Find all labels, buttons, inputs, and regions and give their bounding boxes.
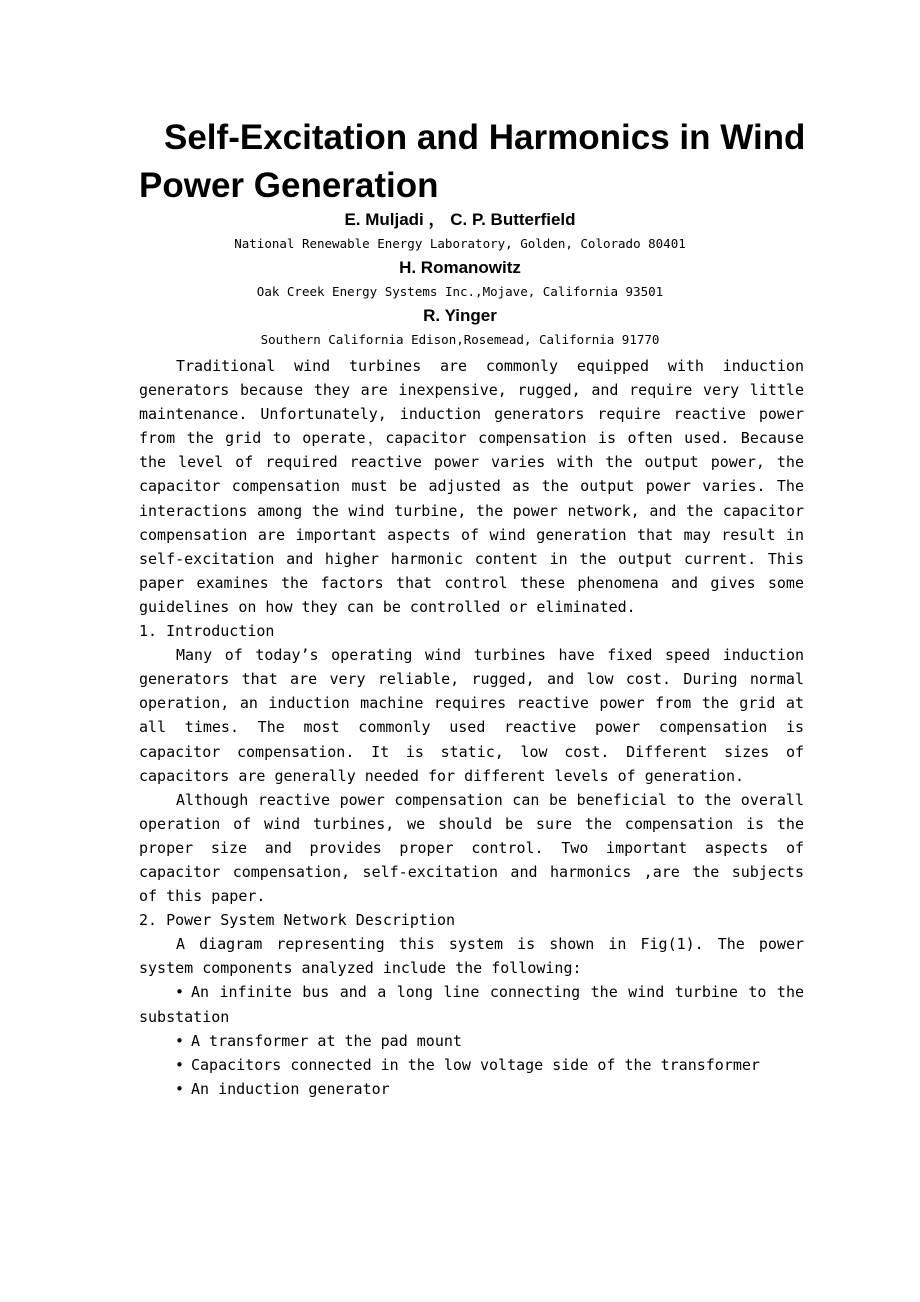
bullet-marker: • [175, 1079, 185, 1098]
paper-body [139, 354, 804, 1101]
author-names: R. Yinger [423, 306, 497, 325]
abstract-paragraph: Traditional wind turbines are commonly equipped with induction generators because they are inexpensive, rugged, and require very little maintenance. Unfortunately, induction generators require reactive power from the grid to operate，capacitor compensation is often used. Because the level of required reactive power varies with the output power, the capacitor compensation must be adjusted as the output power varies. The interactions among the wind turbine, the power network, and the capacitor compensation are important aspects of wind generation that may result in self-excitation and higher harmonic content in the output current. This paper examines the factors that control these phenomena and gives some guidelines on how they can be controlled or eliminated. [139, 357, 804, 616]
body-paragraph: A diagram representing this system is shown in Fig(1). The power system components analyzed include the following: [139, 935, 804, 978]
bullet-text: Capacitors connected in the low voltage side of the transformer [191, 1055, 760, 1074]
author-affiliation: National Renewable Energy Laboratory, Golden, Colorado 80401 [234, 236, 686, 251]
bullet-marker: • [175, 983, 185, 1002]
bullet-item [139, 1077, 804, 1101]
bullet-item [139, 1053, 804, 1077]
author-affiliation: Southern California Edison,Rosemead, California 91770 [260, 332, 660, 347]
bullet-item [139, 1029, 804, 1053]
bullet-text: An induction generator [191, 1079, 390, 1098]
author-affiliation: Oak Creek Energy Systems Inc.,Mojave, California 93501 [256, 284, 664, 299]
bullet-marker: • [175, 1031, 185, 1050]
bullet-text: A transformer at the pad mount [191, 1031, 462, 1050]
bullet-text: An infinite bus and a long line connecting the wind turbine to the substation [139, 983, 804, 1026]
author-names: E. Muljadi ， C. P. Butterfield [344, 210, 576, 229]
bullet-marker: • [175, 1055, 185, 1074]
section-heading-network-description: 2. Power System Network Description [139, 911, 456, 930]
bullet-item [139, 980, 804, 1028]
paper-title: Self-Excitation and Harmonics in Wind Power Generation [139, 118, 806, 205]
author-names: H. Romanowitz [399, 258, 521, 277]
section-heading-introduction: 1. Introduction [139, 622, 275, 641]
body-paragraph: Many of today’s operating wind turbines have fixed speed induction generators that are very reliable, rugged, and low cost. During normal operation, an induction machine requires reactive power from the grid at all times. The most commonly used reactive power compensation is capacitor compensation. It is static, low cost. Different sizes of capacitors are generally needed for different levels of generation. [139, 646, 804, 785]
body-paragraph: Although reactive power compensation can be beneficial to the overall operation of wind turbines, we should be sure the compensation is the proper size and provides proper control. Two important aspects of capacitor compensation, self-excitation and harmonics ,are the subjects of this paper. [139, 790, 804, 906]
